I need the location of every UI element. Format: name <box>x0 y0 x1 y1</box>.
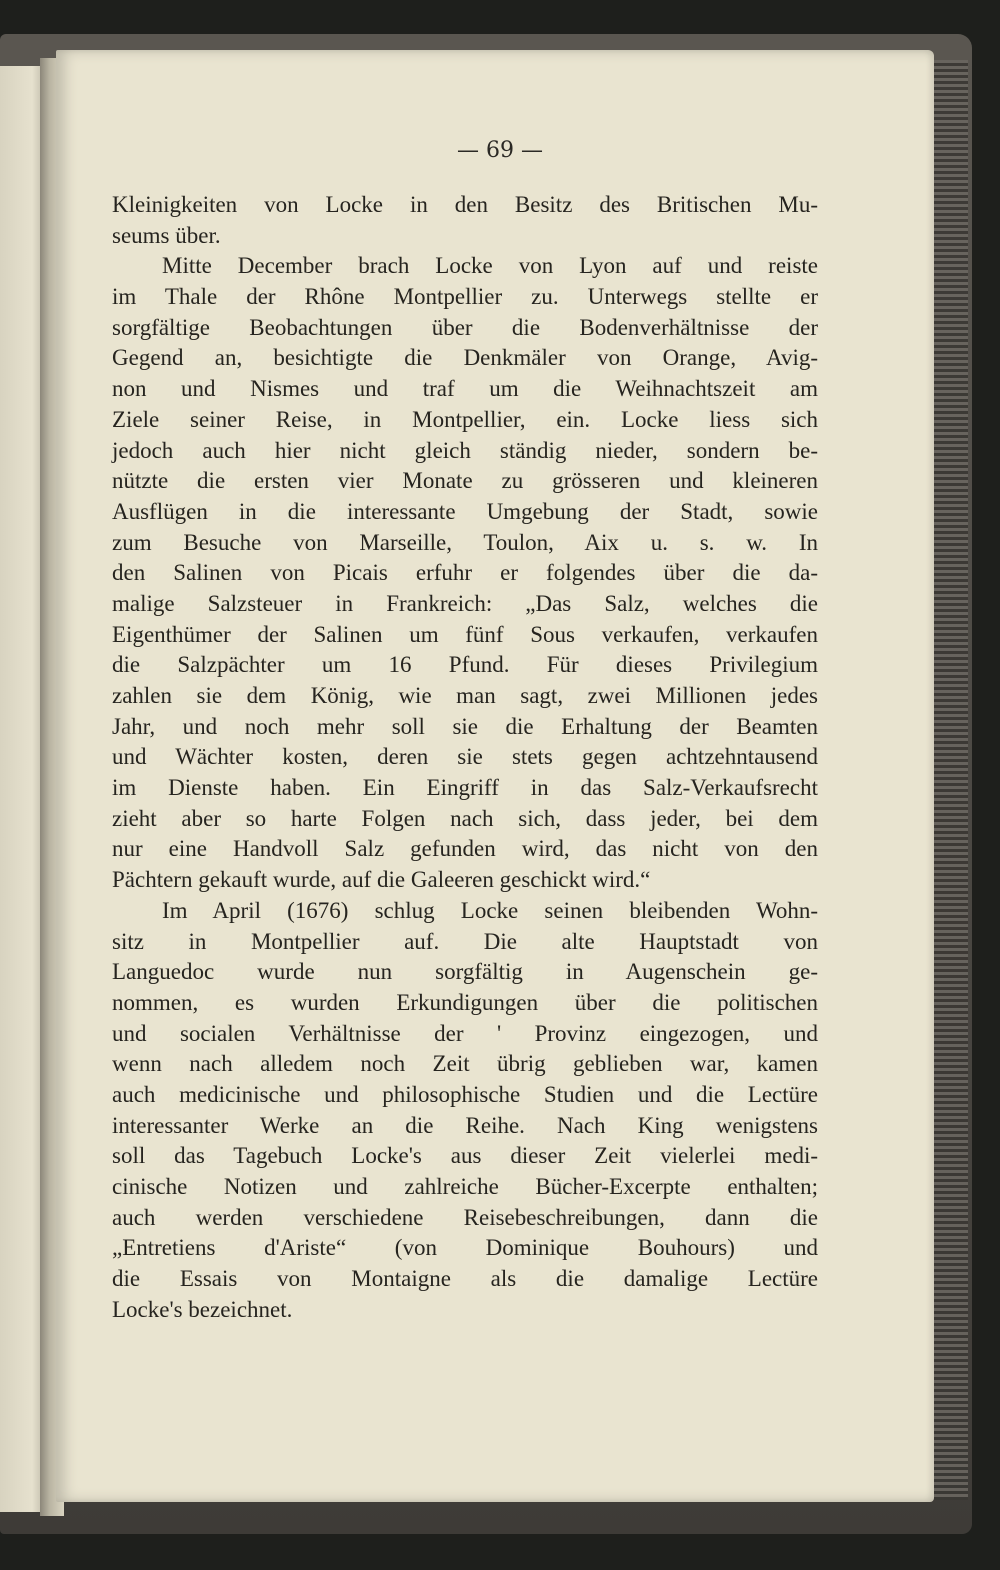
text-line: auch medicinische und philosophische Studien und die Lectüre <box>112 1081 818 1107</box>
text-line: nur eine Handvoll Salz gefunden wird, das nicht von den <box>112 836 818 862</box>
text-line: auch werden verschiedene Reisebeschreibungen, dann die <box>112 1204 818 1230</box>
text-line: Gegend an, besichtigte die Denkmäler von Orange, Avig- <box>112 345 818 371</box>
text-line: Eigenthümer der Salinen um fünf Sous verkaufen, verkaufen <box>112 621 818 647</box>
text-line: Kleinigkeiten von Locke in den Besitz des Britischen Mu- <box>112 192 818 217</box>
text-line: Ziele seiner Reise, in Montpellier, ein. Locke liess sich <box>112 406 818 432</box>
page-folio-text: — 69 — <box>457 138 543 163</box>
text-line: den Salinen von Picais erfuhr er folgendes über die da- <box>112 560 818 586</box>
text-line: non und Nismes und traf um die Weihnachtszeit am <box>112 376 818 402</box>
text-line: zum Besuche von Marseille, Toulon, Aix u. s. w. In <box>112 529 818 555</box>
page-number <box>56 138 936 163</box>
text-line: die Salzpächter um 16 Pfund. Für dieses Privilegium <box>112 652 818 678</box>
body-text <box>112 190 818 1325</box>
text-line: Locke's bezeichnet. <box>112 1296 293 1322</box>
text-line: Ausflügen in die interessante Umgebung der Stadt, sowie <box>112 498 818 524</box>
text-line: sorgfältige Beobachtungen über die Bodenverhältnisse der <box>112 314 818 340</box>
text-line: sitz in Montpellier auf. Die alte Hauptstadt von <box>112 928 818 954</box>
text-line: und Wächter kosten, deren sie stets gegen achtzehntausend <box>112 744 818 770</box>
text-line: jedoch auch hier nicht gleich ständig nieder, sondern be- <box>112 437 818 463</box>
text-line: die Essais von Montaigne als die damalige Lectüre <box>112 1266 818 1292</box>
text-line: wenn nach alledem noch Zeit übrig geblieben war, kamen <box>112 1051 818 1077</box>
text-line: Pächtern gekauft wurde, auf die Galeeren geschickt wird.“ <box>112 867 651 893</box>
text-line: interessanter Werke an die Reihe. Nach King wenigstens <box>112 1112 818 1138</box>
text-line: Jahr, und noch mehr soll sie die Erhaltung der Beamten <box>112 713 818 739</box>
text-line: im Dienste haben. Ein Eingriff in das Salz-Verkaufsrecht <box>112 775 818 801</box>
text-line: malige Salzsteuer in Frankreich: „Das Salz, welches die <box>112 590 818 616</box>
book-spine-edge <box>928 60 968 1500</box>
text-line: zieht aber so harte Folgen nach sich, dass jeder, bei dem <box>112 805 818 831</box>
text-line: Mitte December brach Locke von Lyon auf und reiste <box>162 253 818 279</box>
text-line: „Entretiens d'Ariste“ (von Dominique Bouhours) und <box>112 1235 818 1261</box>
text-line: Im April (1676) schlug Locke seinen bleibenden Wohn- <box>162 897 818 923</box>
text-line: zahlen sie dem König, wie man sagt, zwei Millionen jedes <box>112 683 818 708</box>
text-line: nommen, es wurden Erkundigungen über die politischen <box>112 989 818 1015</box>
text-line: soll das Tagebuch Locke's aus dieser Zeit vielerlei medi- <box>112 1143 818 1169</box>
text-line: und socialen Verhältnisse der ' Provinz eingezogen, und <box>112 1020 818 1046</box>
book-page <box>56 50 934 1502</box>
text-line: seums über. <box>112 222 221 248</box>
text-line: im Thale der Rhône Montpellier zu. Unterwegs stellte er <box>112 284 818 310</box>
text-line: Languedoc wurde nun sorgfältig in Augenschein ge- <box>112 959 818 985</box>
text-line: nützte die ersten vier Monate zu grösseren und kleineren <box>112 468 818 494</box>
text-line: cinische Notizen und zahlreiche Bücher-Excerpte enthalten; <box>112 1174 818 1199</box>
